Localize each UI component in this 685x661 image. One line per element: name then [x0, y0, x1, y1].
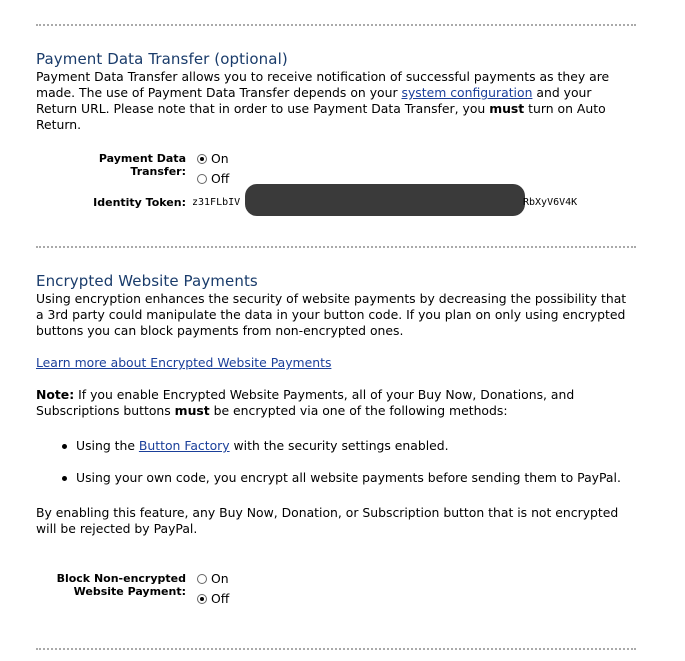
learn-more-encrypted-link[interactable]: Learn more about Encrypted Website Payments: [36, 355, 332, 370]
ewp-section: [36, 272, 636, 537]
block-option-on[interactable]: [197, 571, 229, 587]
pdt-desc-bold: must: [489, 101, 525, 116]
pdt-section: [36, 50, 636, 133]
identity-token-end: RbXyV6V4K: [523, 197, 578, 208]
block-nonencrypted-label: [40, 572, 186, 598]
button-factory-link[interactable]: Button Factory: [138, 438, 230, 453]
pdt-on-radio[interactable]: [197, 154, 207, 164]
note-label: Note:: [36, 387, 75, 402]
ewp-note: [36, 387, 636, 419]
pdt-off-radio[interactable]: [197, 174, 207, 184]
pdt-on-label[interactable]: On: [211, 151, 229, 166]
bullet1-text-2: with the security settings enabled.: [229, 438, 449, 453]
pdt-option-off[interactable]: [197, 171, 229, 187]
ewp-description: Using encryption enhances the security of website payments by decreasing the possibility that a 3rd party could manipulate the data in your button code. If you plan on only using encrypted buttons you can block payments from non-encrypted ones.: [36, 291, 627, 338]
pdt-option-on[interactable]: [197, 151, 229, 167]
section-divider: [36, 24, 636, 26]
pdt-field-label-line1: Payment Data: [98, 152, 186, 165]
block-label-line1: Block Non-encrypted: [56, 572, 186, 585]
pdt-field-label-line2: Transfer:: [130, 165, 186, 178]
block-option-off[interactable]: [197, 591, 229, 607]
note-bold: must: [174, 403, 210, 418]
section-divider: [36, 246, 636, 248]
block-on-label[interactable]: On: [211, 571, 229, 586]
pdt-field-label: [60, 152, 186, 178]
pdt-off-label[interactable]: Off: [211, 171, 230, 186]
pdt-description: [36, 69, 636, 133]
ewp-heading: Encrypted Website Payments: [36, 272, 258, 290]
list-item: [36, 438, 636, 454]
block-label-line2: Website Payment:: [73, 585, 186, 598]
identity-token-start: z31FLbIV: [192, 197, 241, 208]
note-text-2: be encrypted via one of the following methods:: [209, 403, 508, 418]
block-off-radio[interactable]: [197, 594, 207, 604]
block-on-radio[interactable]: [197, 574, 207, 584]
bullet1-text-1: Using the: [76, 438, 139, 453]
pdt-desc-text-3: turn on Auto Return.: [36, 101, 606, 132]
note-text-1: If you enable Encrypted Website Payments, all of your Buy Now, Donations, and Subscriptions buttons: [36, 387, 575, 418]
pdt-desc-text-1: Payment Data Transfer allows you to receive notification of successful payments as they are made. The use of Payment Data Transfer depends on your: [36, 69, 610, 100]
pdt-heading: Payment Data Transfer (optional): [36, 50, 288, 68]
system-configuration-link[interactable]: system configuration: [401, 85, 533, 100]
ewp-enable-note: By enabling this feature, any Buy Now, Donation, or Subscription button that is not encrypted will be rejected by PayPal.: [36, 505, 619, 536]
redaction-mark: [245, 184, 525, 216]
list-item: Using your own code, you encrypt all website payments before sending them to PayPal.: [36, 470, 636, 486]
encryption-methods-list: [36, 438, 636, 486]
learn-more-paragraph: [36, 355, 636, 371]
section-divider: [36, 648, 636, 650]
block-off-label[interactable]: Off: [211, 591, 230, 606]
pdt-desc-text-2: and your Return URL. Please note that in order to use Payment Data Transfer, you: [36, 85, 592, 116]
identity-token-label: Identity Token:: [93, 196, 186, 209]
